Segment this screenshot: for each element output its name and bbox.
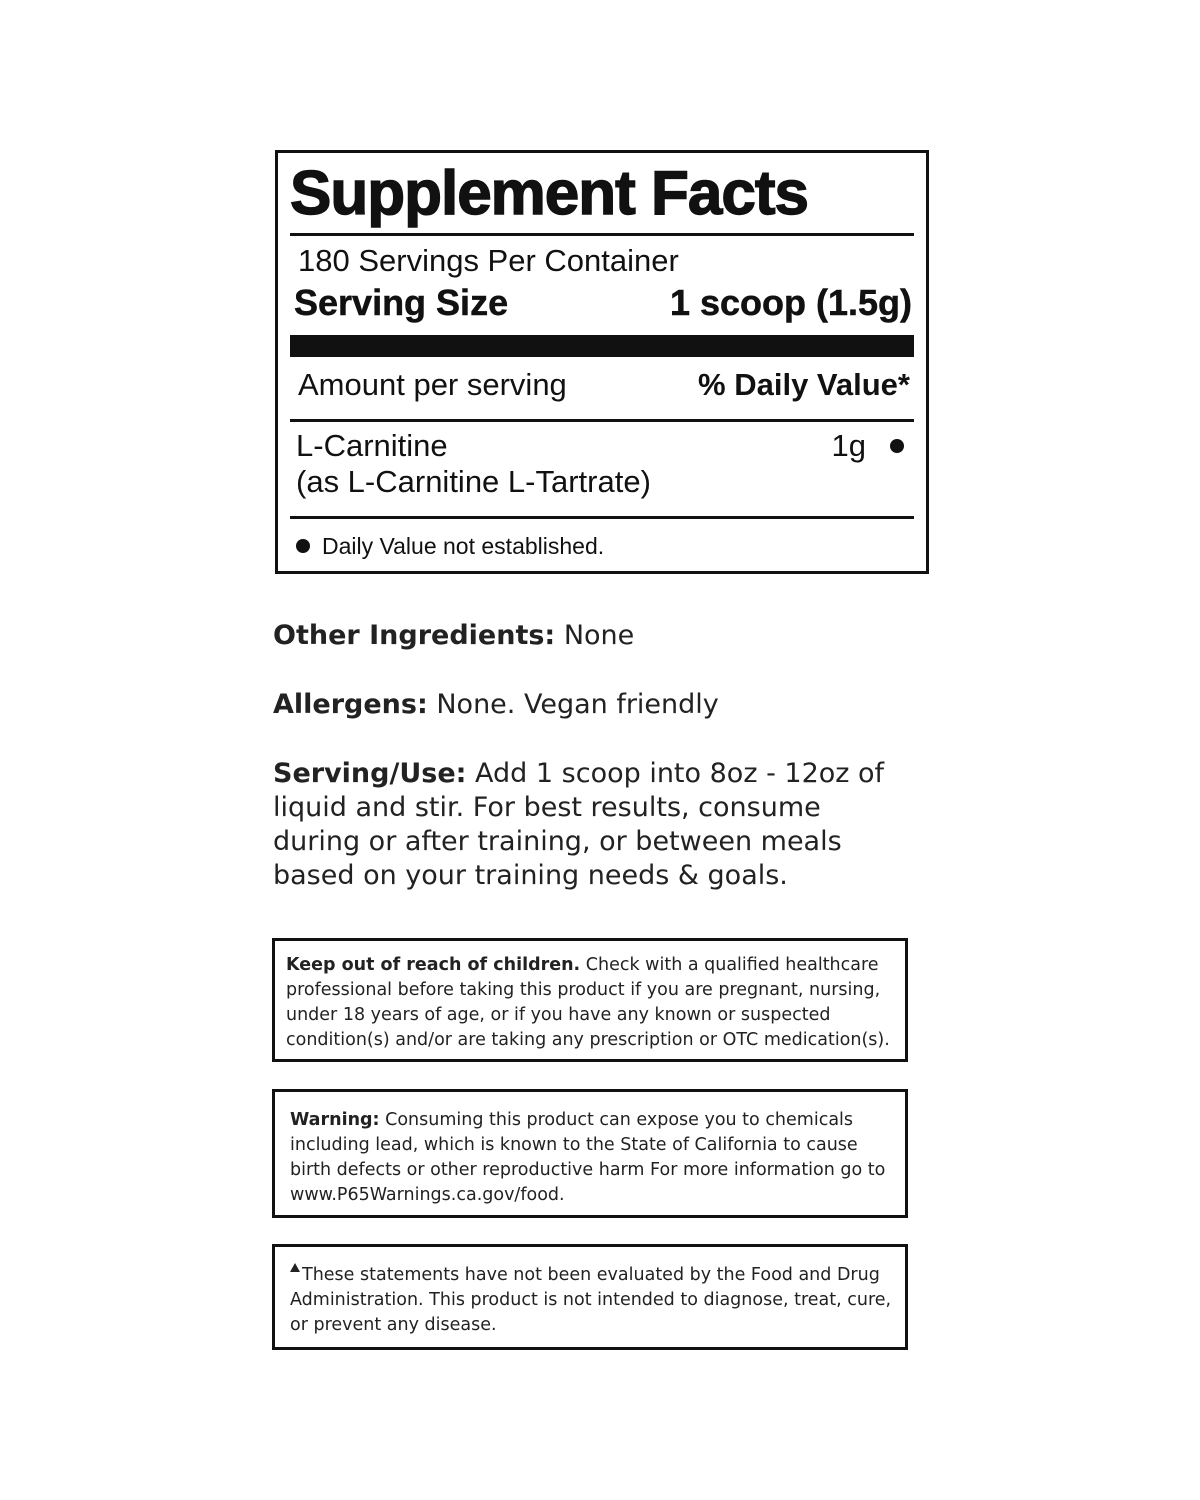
allergens-value: None. Vegan friendly — [427, 689, 719, 720]
serving-size-label: Serving Size — [294, 282, 509, 323]
allergens — [273, 688, 913, 722]
nutrient-name: L-Carnitine — [296, 428, 448, 463]
serving-use-value: Add 1 scoop into 8oz - 12oz of liquid and stir. For best results, consume during or after training, or between meals based on your training needs & goals. — [273, 758, 885, 891]
daily-value-label: % Daily Value* — [698, 367, 910, 402]
divider-thick — [290, 335, 914, 357]
other-ingredients-value: None — [555, 620, 635, 651]
daily-value-footnote: Daily Value not established. — [322, 533, 605, 559]
prop65-warning-label: Warning: — [290, 1110, 380, 1130]
bullet-icon — [890, 439, 904, 453]
serving-size-value: 1 scoop (1.5g) — [669, 282, 912, 323]
other-ingredients-label: Other Ingredients: — [273, 620, 556, 651]
supplement-facts-panel — [275, 150, 929, 574]
amount-per-serving-label: Amount per serving — [298, 367, 567, 402]
supplement-facts-title: Supplement Facts — [290, 159, 808, 228]
divider-thin — [290, 233, 914, 236]
prop65-warning-text: Consuming this product can expose you to chemicals including lead, which is known to the State of California to cause birth defects or other reproductive harm For more information go to www.P65Warnings.ca.gov/food. — [290, 1110, 886, 1205]
other-ingredients — [273, 619, 913, 653]
nutrient-amount: 1g — [831, 428, 866, 463]
divider-thin — [290, 419, 914, 422]
allergens-label: Allergens: — [273, 689, 428, 720]
servings-per-container: 180 Servings Per Container — [298, 243, 679, 278]
children-warning-label: Keep out of reach of children. — [286, 955, 581, 975]
prop65-warning-box — [272, 1089, 908, 1218]
fda-disclaimer-text: These statements have not been evaluated by the Food and Drug Administration. This product is not intended to diagnose, treat, cure, or prevent any disease. — [290, 1265, 892, 1335]
fda-disclaimer-box — [272, 1244, 908, 1350]
triangle-icon — [290, 1263, 300, 1272]
serving-use — [273, 757, 913, 893]
children-warning-text: Check with a qualified healthcare professional before taking this product if you are pregnant, nursing, under 18 years of age, or if you have any known or suspected condition(s) and/or are taking any prescription or OTC medication(s). — [286, 955, 890, 1050]
divider-thin — [290, 516, 914, 519]
serving-use-label: Serving/Use: — [273, 758, 467, 789]
bullet-icon — [296, 539, 310, 553]
children-warning-box — [272, 938, 908, 1062]
nutrient-source: (as L-Carnitine L-Tartrate) — [296, 464, 651, 499]
